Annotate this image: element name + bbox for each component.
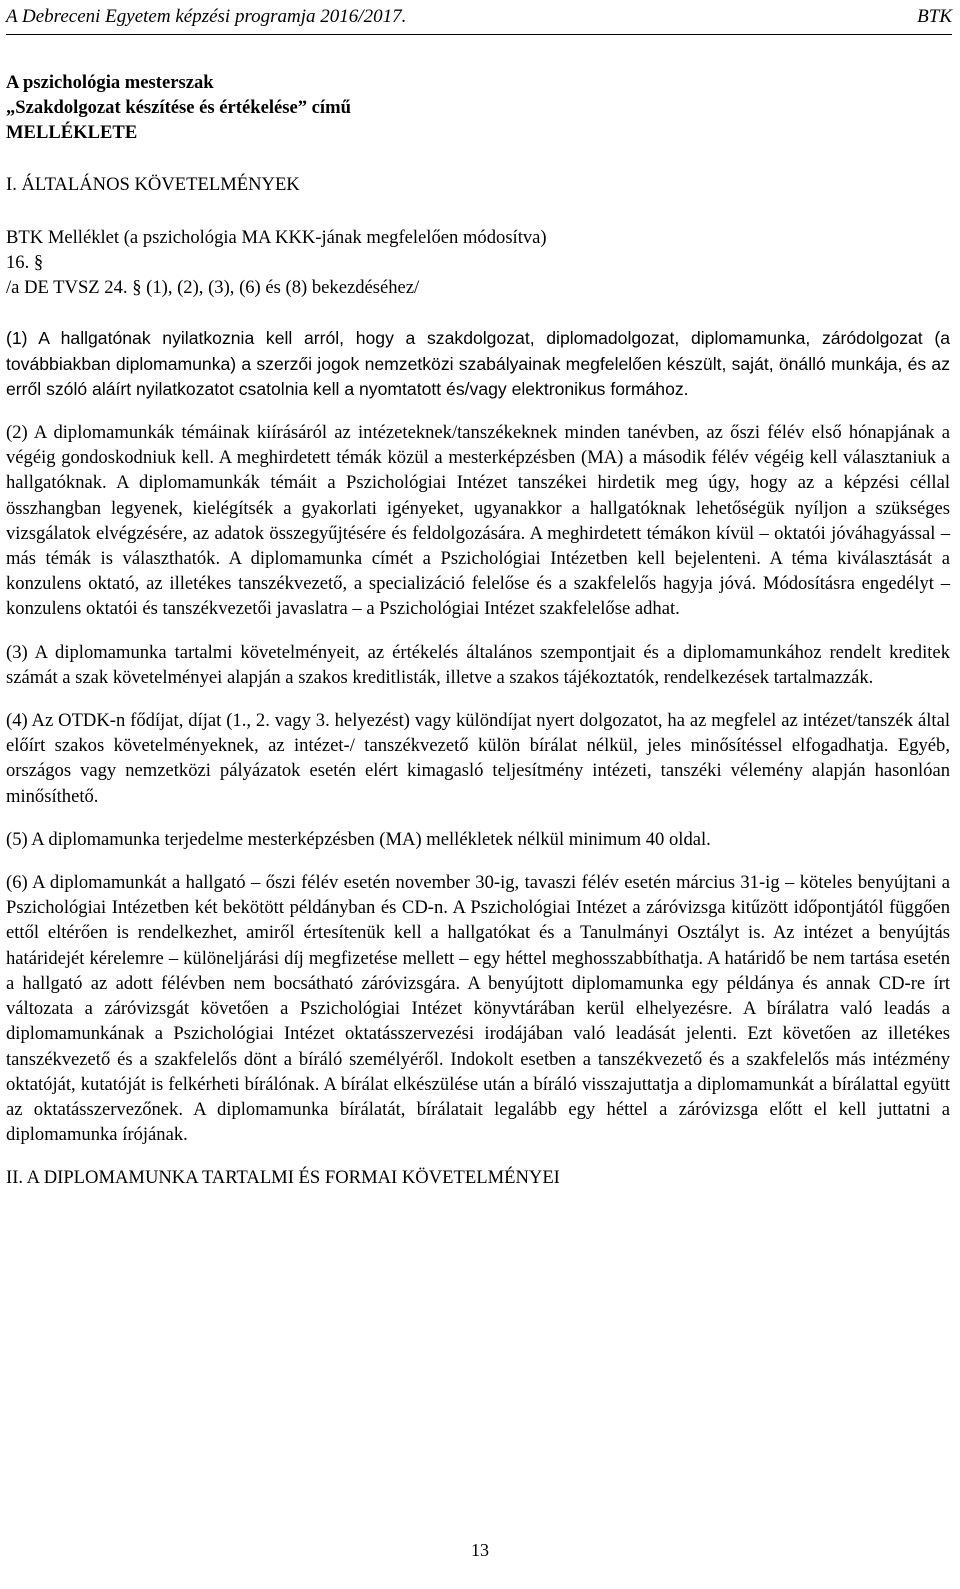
paragraph-5: (5) A diplomamunka terjedelme mesterképzésben (MA) mellékletek nélkül minimum 40 oldal. — [6, 828, 711, 850]
document-title-line-1: A pszichológia mesterszak — [6, 72, 214, 93]
running-header — [6, 0, 952, 35]
paragraph-6: (6) A diplomamunkát a hallgató – őszi félév esetén november 30-ig, tavaszi félév esetén március 31-ig – köteles benyújtani a Pszichológiai Intézetben két bekötött példányban és CD-n. A Pszichológiai Intézet a záróvizsga kitűzött időpontjától függően ettől eltérően is rendelkezhet, amiről értesítenük kell a hallgatókat és a Tanulmányi Osztályt is. Az intézet a benyújtás határidejét kérelemre – különeljárási díj megfizetése mellett – egy héttel meghosszabbíthatja. A határidő be nem tartása esetén a hallgató az adott félévben nem bocsátható záróvizsgára. A benyújtott diplomamunka egy példánya és annak CD-re írt változata a záróvizsgát követően a Pszichológiai Intézet könyvtárában kerül elhelyezésre. A bírálatra való leadás a diplomamunkának a Pszichológiai Intézet oktatásszervezési irodájában való leadását jelenti. Ezt követően az illetékes tanszékvezető és a szakfelelős dönt a bíráló személyéről. Indokolt esetben a tanszékvezető és a szakfelelős más intézmény oktatóját, kutatóját is felkérheti bírálónak. A bírálat elkészülése után a bíráló visszajuttatja a diplomamunkát a bírálattal együtt az oktatásszervezőnek. A diplomamunka bírálatát, bírálatait legalább egy héttel a záróvizsga előtt el kell juttatni a diplomamunka írójának. — [6, 872, 950, 1146]
section-2-heading: II. A DIPLOMAMUNKA TARTALMI ÉS FORMAI KÖVETELMÉNYEI — [6, 1167, 560, 1189]
annex-line-2: 16. § — [6, 252, 44, 274]
annex-line-1: BTK Melléklet (a pszichológia MA KKK-jának megfelelően módosítva) — [6, 226, 547, 248]
document-title-line-2: „Szakdolgozat készítése és értékelése” című — [6, 97, 351, 119]
document-body — [6, 70, 950, 1191]
header-faculty: BTK — [917, 6, 952, 27]
annex-line-3: /a DE TVSZ 24. § (1), (2), (3), (6) és (8) bekezdéséhez/ — [6, 277, 420, 299]
page-number: 13 — [471, 1540, 489, 1560]
document-title-line-3: MELLÉKLETE — [6, 122, 138, 144]
paragraph-3: (3) A diplomamunka tartalmi követelményeit, az értékelés általános szempontjait és a diplomamunkához rendelt kreditek számát a szak követelményei alapján a szakos kreditlisták, illetve a szakos tájékoztatók, rendelkezések tartalmazzák. — [6, 641, 950, 688]
header-title: A Debreceni Egyetem képzési programja 2016/2017. — [6, 6, 407, 27]
paragraph-1: (1) A hallgatónak nyilatkoznia kell arról, hogy a szakdolgozat, diplomadolgozat, diplomamunka, záródolgozat (a továbbiakban diplomamunka) a szerzői jogok nemzetközi szabályainak megfelelően készült, saját, önálló munkája, és az erről szóló aláírt nyilatkozatot csatolnia kell a nyomtatott és/vagy elektronikus formához. — [6, 328, 950, 399]
paragraph-4: (4) Az OTDK-n fődíjat, díjat (1., 2. vagy 3. helyezést) vagy különdíjat nyert dolgozatot, ha az megfelel az intézet/tanszék által előírt szakos követelményeknek, az intézet-/ tanszékvezető külön bírálat nélkül, jeles minősítéssel elfogadhatja. Egyéb, országos vagy nemzetközi pályázatok esetén elért kimagasló teljesítmény intézeti, tanszéki vélemény alapján hasonlóan minősíthető. — [6, 710, 950, 807]
paragraph-2: (2) A diplomamunkák témáinak kiírásáról az intézeteknek/tanszékeknek minden tanévben, az őszi félév első hónapjának a végéig gondoskodniuk kell. A meghirdetett témák közül a mesterképzésben (MA) a második félév végéig kell választaniuk a hallgatóknak. A diplomamunkák témáit a Pszichológiai Intézet tanszékei hirdetik meg úgy, hogy az a képzési céllal összhangban legyenek, kielégítsék a gyakorlati igényeket, ugyanakkor a hallgatóknak lehetőségük nyíljon a szükséges vizsgálatok elvégzésére, az adatok összegyűjtésére és feldolgozására. A meghirdetett témákon kívül – oktatói jóváhagyással – más témák is választhatók. A diplomamunka címét a Pszichológiai Intézetben kell bejelenteni. A téma kiválasztását a konzulens oktató, az illetékes tanszékvezető, a specializáció felelőse és a szakfelelős hagyja jóvá. Módosításra engedélyt – konzulens oktatói és tanszékvezetői javaslatra – a Pszichológiai Intézet szakfelelőse adhat. — [6, 422, 950, 620]
section-1-heading: I. ÁLTALÁNOS KÖVETELMÉNYEK — [6, 173, 300, 195]
